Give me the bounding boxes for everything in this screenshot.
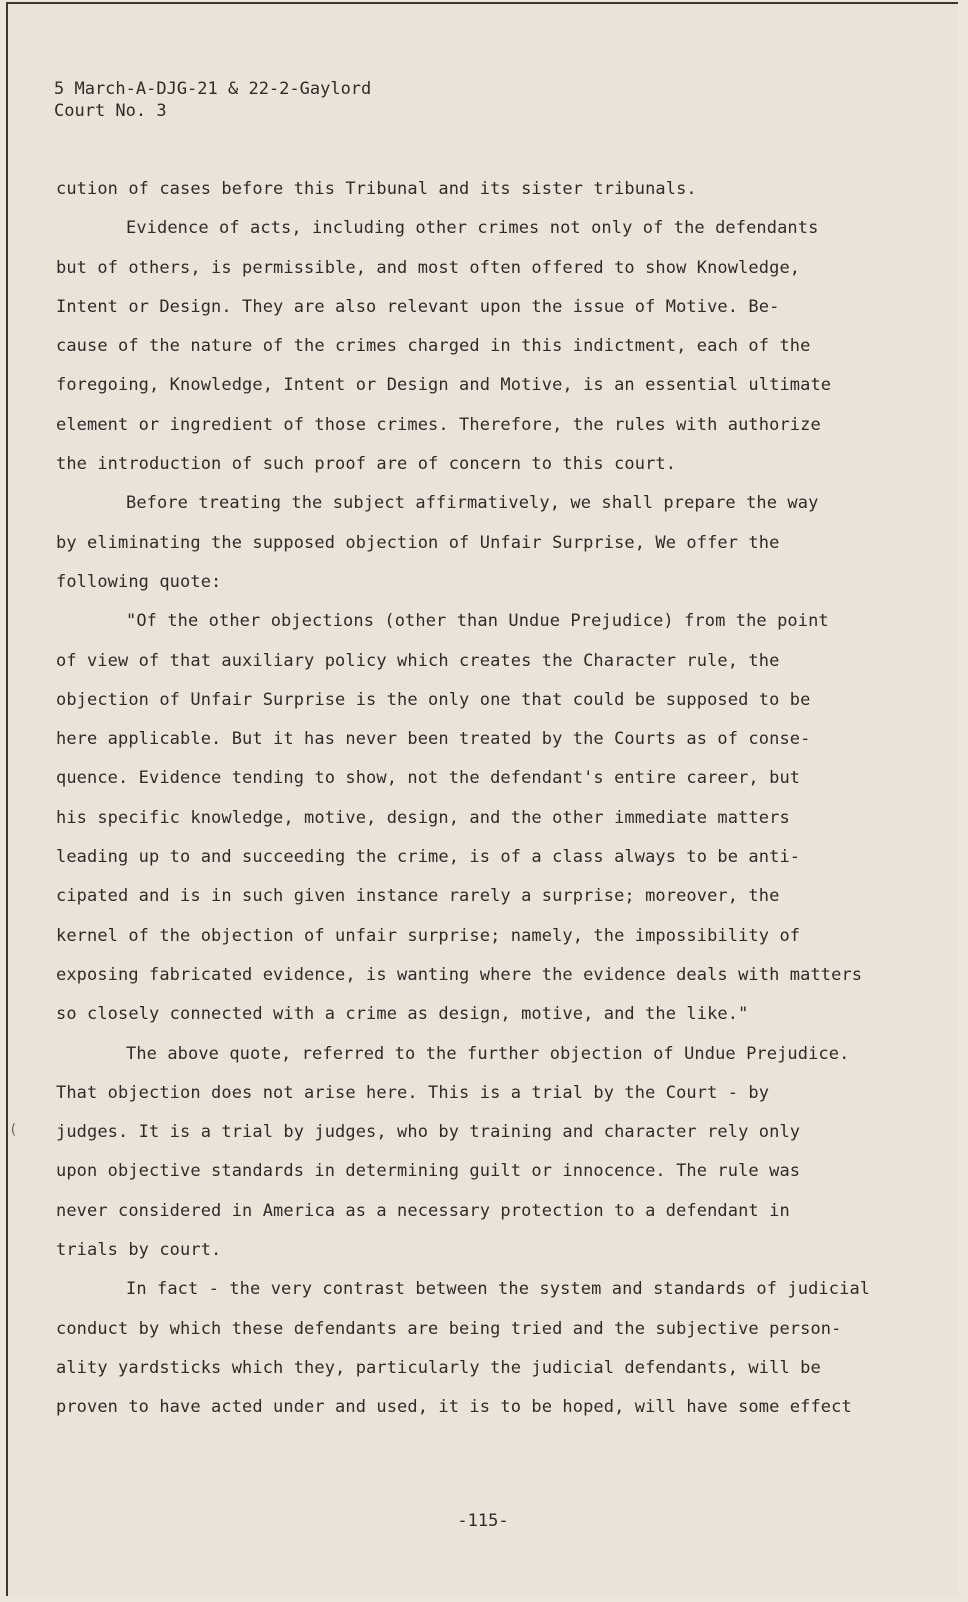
text-line: The above quote, referred to the further objection of Undue Prejudice.: [126, 1043, 850, 1064]
text-line: foregoing, Knowledge, Intent or Design and Motive, is an essential ultimate: [56, 375, 832, 396]
text-line: by eliminating the supposed objection of Unfair Surprise, We offer the: [56, 532, 780, 553]
text-line: following quote:: [56, 571, 222, 592]
text-line: objection of Unfair Surprise is the only one that could be supposed to be: [56, 689, 811, 710]
document-page: [6, 2, 958, 1596]
text-line: but of others, is permissible, and most often offered to show Knowledge,: [56, 257, 801, 278]
text-line: cause of the nature of the crimes charged in this indictment, each of the: [56, 336, 811, 357]
text-line: exposing fabricated evidence, is wanting where the evidence deals with matters: [56, 964, 863, 985]
header-line-2: Court No. 3: [54, 101, 167, 121]
text-line: element or ingredient of those crimes. Therefore, the rules with authorize: [56, 414, 821, 435]
text-line: upon objective standards in determining guilt or innocence. The rule was: [56, 1161, 801, 1182]
text-line: ality yardsticks which they, particularly the judicial defendants, will be: [56, 1357, 821, 1378]
text-line: here applicable. But it has never been treated by the Courts as of conse-: [56, 729, 811, 750]
header-line-1: 5 March-A-DJG-21 & 22-2-Gaylord: [54, 79, 372, 99]
text-line: quence. Evidence tending to show, not the defendant's entire career, but: [56, 768, 801, 789]
page-number: -115-: [457, 1511, 509, 1531]
text-line: proven to have acted under and used, it is to be hoped, will have some effect: [56, 1397, 852, 1418]
text-line: cution of cases before this Tribunal and its sister tribunals.: [56, 179, 697, 199]
text-line: kernel of the objection of unfair surprise; namely, the impossibility of: [56, 925, 801, 946]
text-line: conduct by which these defendants are being tried and the subjective person-: [56, 1318, 842, 1339]
text-line: "Of the other objections (other than Undue Prejudice) from the point: [126, 611, 829, 632]
text-line: cipated and is in such given instance rarely a surprise; moreover, the: [56, 886, 780, 907]
text-line: the introduction of such proof are of concern to this court.: [56, 454, 677, 475]
text-line: never considered in America as a necessary protection to a defendant in: [56, 1200, 790, 1221]
document-body: [56, 170, 916, 1428]
text-line: of view of that auxiliary policy which creates the Character rule, the: [56, 650, 780, 671]
text-line: his specific knowledge, motive, design, and the other immediate matters: [56, 807, 790, 828]
text-line: Intent or Design. They are also relevant upon the issue of Motive. Be-: [56, 296, 780, 317]
text-line: In fact - the very contrast between the system and standards of judicial: [126, 1279, 871, 1300]
text-line: so closely connected with a crime as design, motive, and the like.": [56, 1004, 749, 1025]
text-line: judges. It is a trial by judges, who by training and character rely only: [56, 1122, 801, 1143]
text-line: Before treating the subject affirmatively, we shall prepare the way: [126, 493, 819, 514]
margin-mark: (: [9, 1122, 18, 1138]
document-header: [54, 78, 371, 122]
text-line: trials by court.: [56, 1240, 222, 1261]
text-line: leading up to and succeeding the crime, is of a class always to be anti-: [56, 847, 801, 868]
text-line: That objection does not arise here. This is a trial by the Court - by: [56, 1082, 770, 1103]
text-line: Evidence of acts, including other crimes not only of the defendants: [126, 218, 819, 239]
